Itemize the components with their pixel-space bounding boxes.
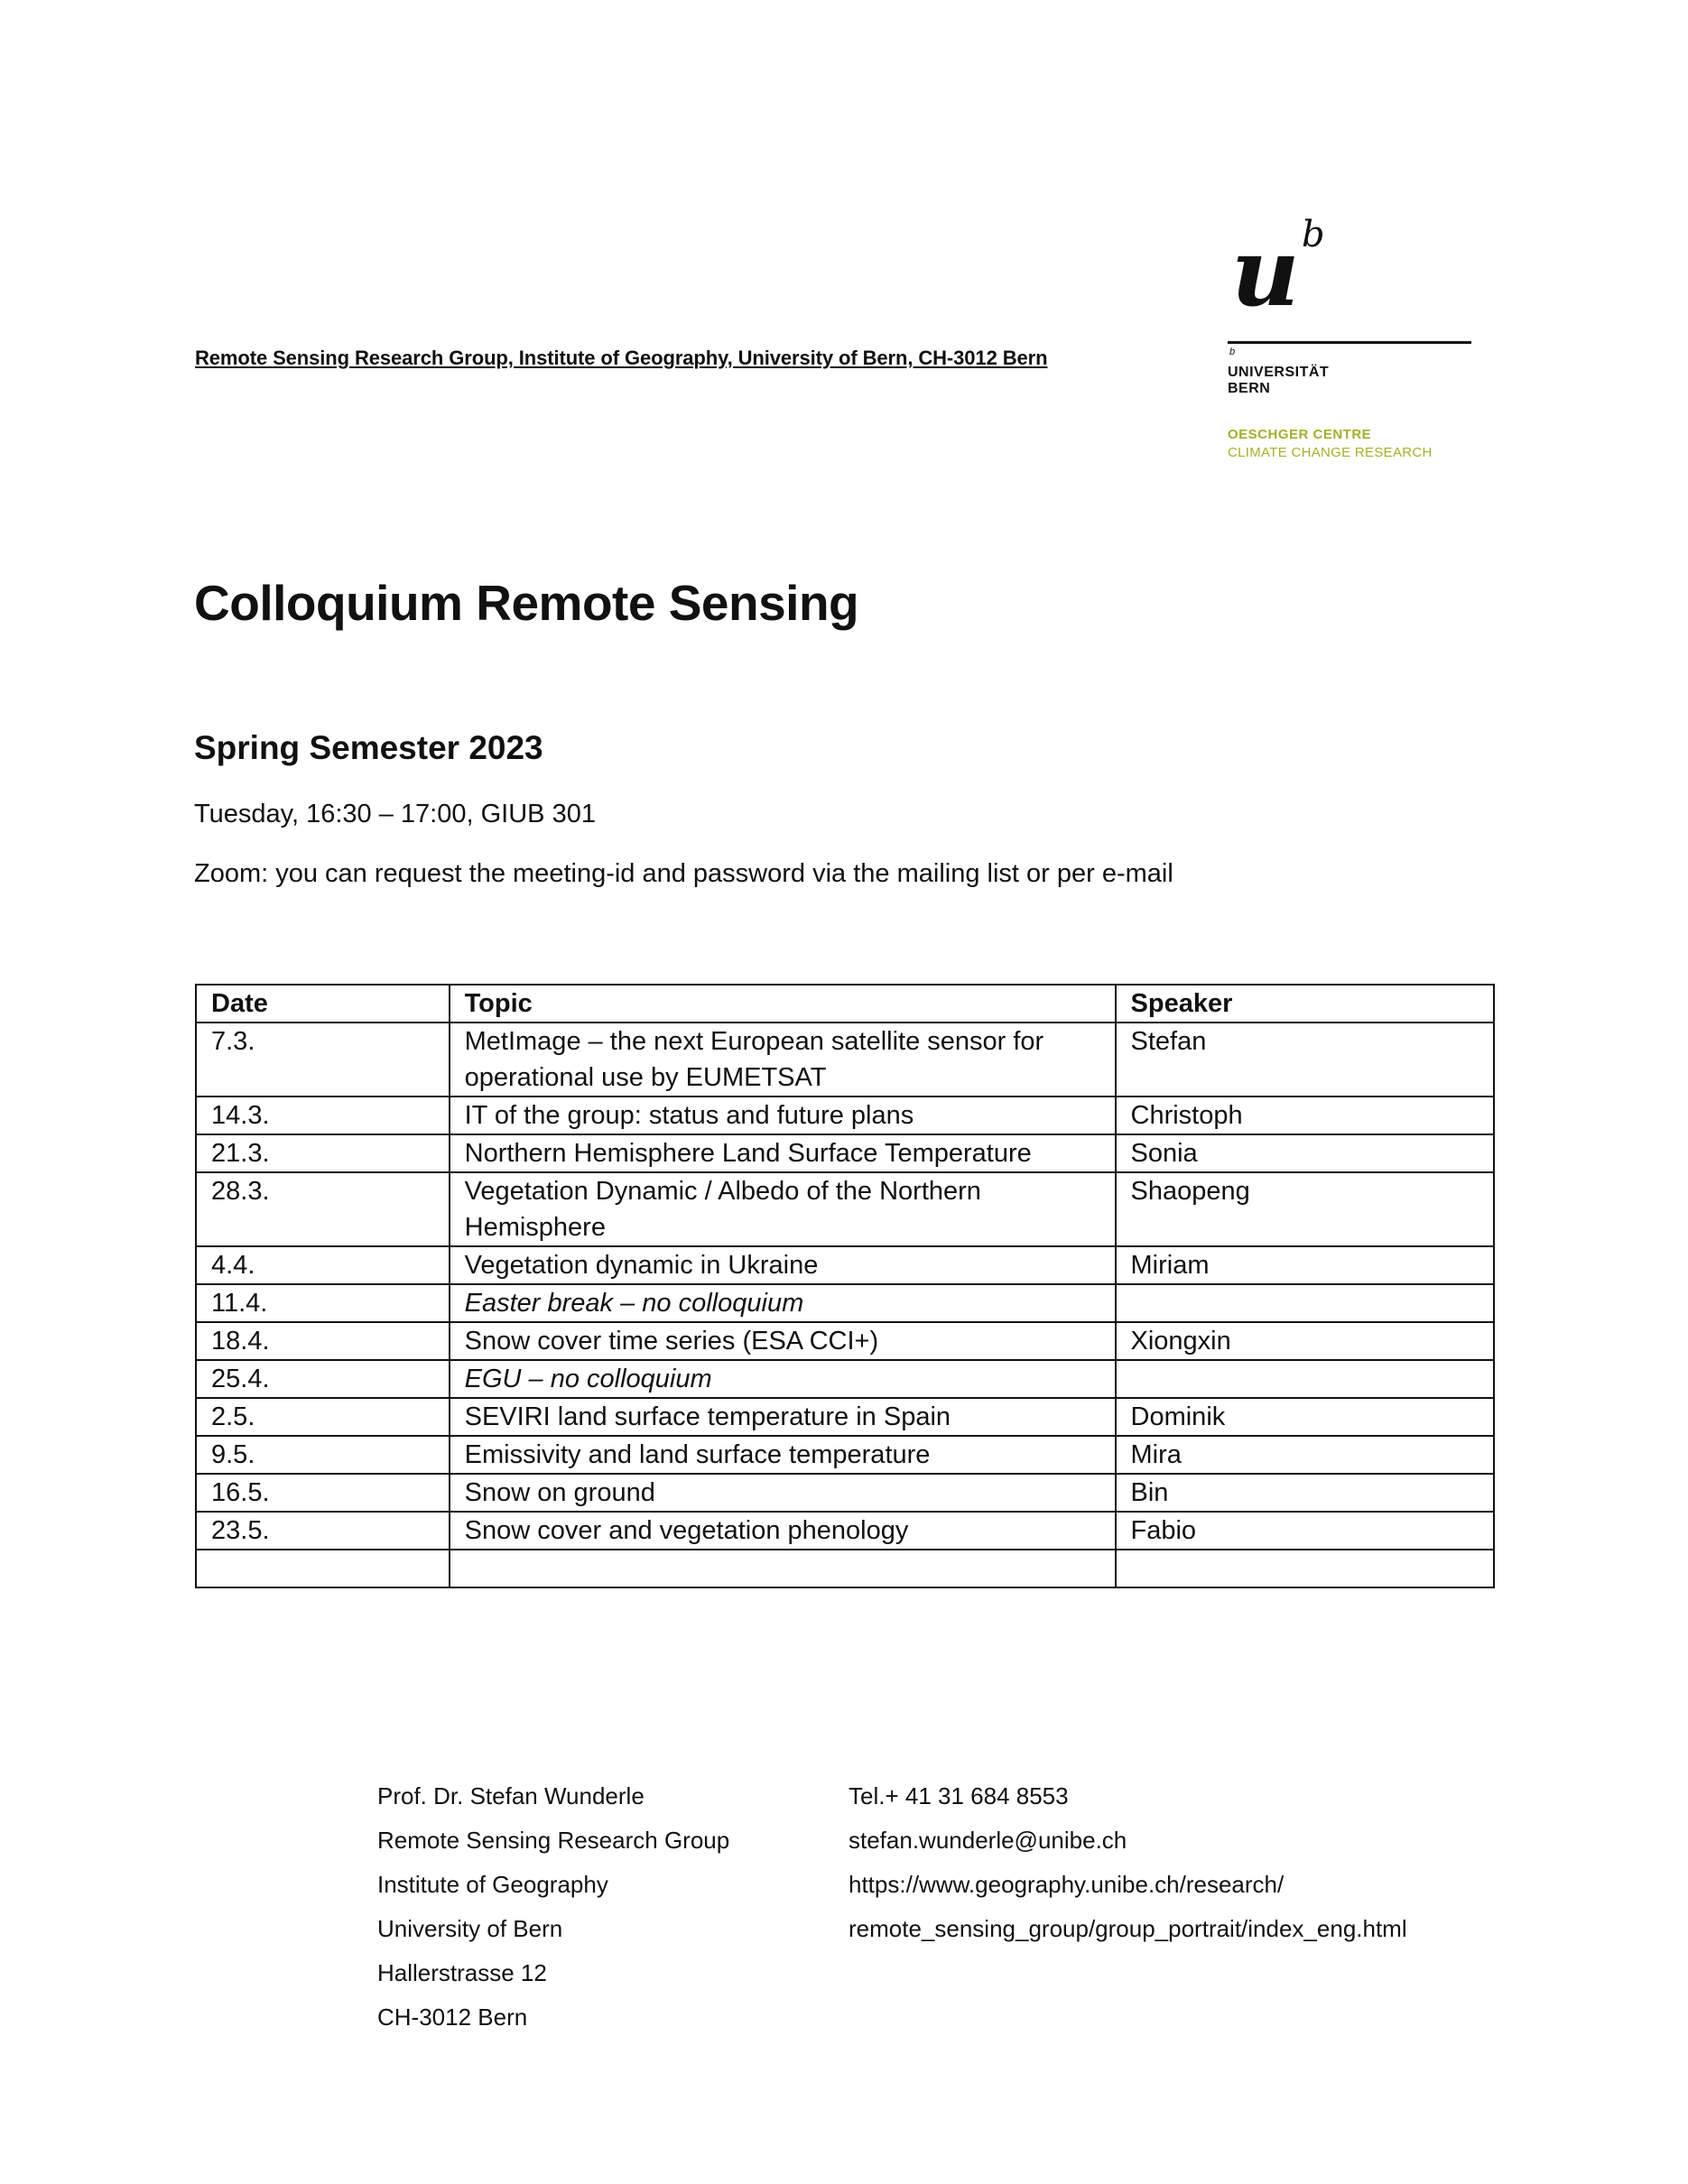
topic-cell: Easter break – no colloquium (450, 1284, 1116, 1322)
topic-cell: Vegetation Dynamic / Albedo of the Northern Hemisphere (450, 1172, 1116, 1246)
schedule-table (195, 984, 1495, 1588)
date-cell: 23.5. (196, 1512, 450, 1550)
date-cell: 2.5. (196, 1398, 450, 1436)
logo-small-b: b (1229, 347, 1236, 357)
date-cell: 18.4. (196, 1322, 450, 1360)
logo-climate-change-research: CLIMATE CHANGE RESEARCH (1228, 445, 1433, 460)
contact-website-link-part2[interactable]: remote_sensing_group/group_portrait/index_eng.html (849, 1915, 1407, 1942)
speaker-cell (1116, 1360, 1494, 1398)
table-row (196, 1097, 1494, 1134)
speaker-cell (1116, 1284, 1494, 1322)
speaker-cell: Shaopeng (1116, 1172, 1494, 1246)
column-header-date: Date (196, 985, 450, 1023)
topic-cell: MetImage – the next European satellite sensor for operational use by EUMETSAT (450, 1023, 1116, 1097)
topic-cell: Snow cover and vegetation phenology (450, 1512, 1116, 1550)
table-row (196, 1360, 1494, 1398)
contact-phone: Tel.+ 41 31 684 8553 (849, 1782, 1069, 1809)
table-row (196, 1134, 1494, 1172)
speaker-cell: Xiongxin (1116, 1322, 1494, 1360)
logo-rule (1228, 341, 1471, 344)
contact-details-block (849, 1774, 1407, 1951)
column-header-speaker: Speaker (1116, 985, 1494, 1023)
date-cell: 21.3. (196, 1134, 450, 1172)
contact-name: Prof. Dr. Stefan Wunderle (377, 1782, 645, 1809)
logo-line-universitat: UNIVERSITÄT (1228, 365, 1330, 380)
speaker-cell: Miriam (1116, 1246, 1494, 1284)
logo-line-bern: BERN (1228, 381, 1271, 396)
schedule-time: Tuesday, 16:30 – 17:00, GIUB 301 (194, 800, 596, 828)
date-cell: 28.3. (196, 1172, 450, 1246)
schedule-table-body (196, 1023, 1494, 1587)
contact-group: Remote Sensing Research Group (377, 1827, 730, 1854)
logo-university-name (1228, 365, 1329, 397)
table-header-row (196, 985, 1494, 1023)
date-cell (196, 1550, 450, 1587)
topic-cell: EGU – no colloquium (450, 1360, 1116, 1398)
topic-cell: Snow cover time series (ESA CCI+) (450, 1322, 1116, 1360)
table-row (196, 1398, 1494, 1436)
date-cell: 11.4. (196, 1284, 450, 1322)
university-logo (1228, 214, 1489, 469)
date-cell: 25.4. (196, 1360, 450, 1398)
speaker-cell: Dominik (1116, 1398, 1494, 1436)
speaker-cell: Bin (1116, 1474, 1494, 1512)
speaker-cell: Stefan (1116, 1023, 1494, 1097)
topic-cell: Emissivity and land surface temperature (450, 1436, 1116, 1474)
contact-street: Hallerstrasse 12 (377, 1959, 547, 1986)
contact-email-link[interactable]: stefan.wunderle@unibe.ch (849, 1827, 1127, 1854)
contact-city: CH-3012 Bern (377, 2004, 528, 2031)
date-cell: 7.3. (196, 1023, 450, 1097)
table-row (196, 1550, 1494, 1587)
table-row (196, 1436, 1494, 1474)
table-row (196, 1322, 1494, 1360)
speaker-cell (1116, 1550, 1494, 1587)
logo-oeschger-centre: OESCHGER CENTRE (1228, 427, 1372, 442)
page-title: Colloquium Remote Sensing (194, 575, 859, 631)
speaker-cell: Fabio (1116, 1512, 1494, 1550)
topic-cell: SEVIRI land surface temperature in Spain (450, 1398, 1116, 1436)
contact-institute: Institute of Geography (377, 1871, 608, 1898)
logo-letter-b: b (1302, 214, 1325, 255)
contact-address-block (377, 1774, 729, 2040)
table-row (196, 1172, 1494, 1246)
date-cell: 4.4. (196, 1246, 450, 1284)
date-cell: 9.5. (196, 1436, 450, 1474)
header-address-line: Remote Sensing Research Group, Institute of Geography, University of Bern, CH-3012 Bern (195, 347, 1048, 369)
topic-cell: Snow on ground (450, 1474, 1116, 1512)
contact-university: University of Bern (377, 1915, 563, 1942)
logo-letter-u: u (1231, 217, 1300, 328)
topic-cell: Northern Hemisphere Land Surface Temperature (450, 1134, 1116, 1172)
topic-cell: Vegetation dynamic in Ukraine (450, 1246, 1116, 1284)
table-row (196, 1512, 1494, 1550)
table-row (196, 1023, 1494, 1097)
zoom-note: Zoom: you can request the meeting-id and password via the mailing list or per e-mail (194, 859, 1173, 888)
table-row (196, 1474, 1494, 1512)
topic-cell: IT of the group: status and future plans (450, 1097, 1116, 1134)
speaker-cell: Christoph (1116, 1097, 1494, 1134)
table-row (196, 1246, 1494, 1284)
table-row (196, 1284, 1494, 1322)
speaker-cell: Mira (1116, 1436, 1494, 1474)
date-cell: 14.3. (196, 1097, 450, 1134)
speaker-cell: Sonia (1116, 1134, 1494, 1172)
semester-heading: Spring Semester 2023 (194, 729, 543, 766)
column-header-topic: Topic (450, 985, 1116, 1023)
date-cell: 16.5. (196, 1474, 450, 1512)
topic-cell (450, 1550, 1116, 1587)
contact-website-link-part1[interactable]: https://www.geography.unibe.ch/research/ (849, 1871, 1285, 1898)
